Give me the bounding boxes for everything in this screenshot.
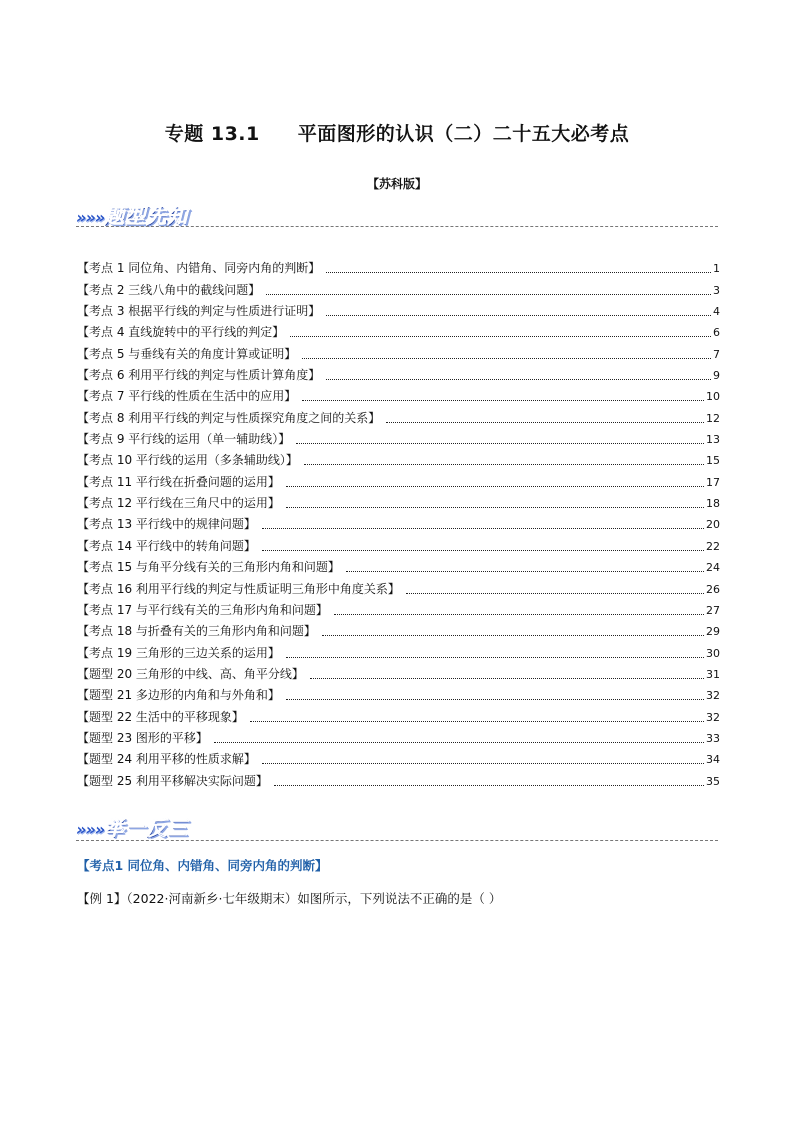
toc-page-number: 3 <box>713 283 720 297</box>
toc-page-number: 31 <box>706 667 720 681</box>
toc-leader <box>286 657 704 658</box>
toc-entry-label: 【考点 14 平行线中的转角问题】 <box>77 538 256 553</box>
banner-title: 题型先知 <box>104 204 189 228</box>
toc-entry-label: 【考点 3 根据平行线的判定与性质进行证明】 <box>77 304 321 319</box>
toc-entry-label: 【考点 18 与折叠有关的三角形内角和问题】 <box>77 624 316 639</box>
toc-page-number: 4 <box>713 305 720 319</box>
toc-entry-label: 【题型 22 生活中的平移现象】 <box>77 709 244 724</box>
toc-entry[interactable] <box>77 535 720 556</box>
edition-label: 【苏科版】 <box>366 177 427 191</box>
page-title <box>0 119 794 146</box>
toc-page-number: 26 <box>706 582 720 596</box>
toc-leader <box>296 443 704 444</box>
toc-page-number: 10 <box>706 390 720 404</box>
toc-leader <box>266 294 711 295</box>
toc-entry[interactable] <box>77 386 720 407</box>
toc-page-number: 27 <box>706 603 720 617</box>
toc-leader <box>274 785 704 786</box>
toc-leader <box>290 336 711 337</box>
toc-leader <box>326 315 711 316</box>
toc-page-number: 22 <box>706 539 720 553</box>
toc-entry-label: 【考点 8 利用平行线的判定与性质探究角度之间的关系】 <box>77 410 381 425</box>
toc-leader <box>302 358 711 359</box>
toc-entry[interactable] <box>77 514 720 535</box>
toc-entry[interactable] <box>77 749 720 770</box>
toc-leader <box>326 272 711 273</box>
toc-page-number: 32 <box>706 689 720 703</box>
toc-entry-label: 【考点 13 平行线中的规律问题】 <box>77 517 256 532</box>
toc-leader <box>386 422 704 423</box>
toc-entry-label: 【考点 15 与角平分线有关的三角形内角和问题】 <box>77 560 340 575</box>
toc-entry-label: 【考点 5 与垂线有关的角度计算或证明】 <box>77 346 297 361</box>
toc-entry[interactable] <box>77 429 720 450</box>
toc-leader <box>262 528 704 529</box>
toc-entry[interactable] <box>77 471 720 492</box>
toc-page-number: 1 <box>713 262 720 276</box>
toc-page-number: 24 <box>706 561 720 575</box>
toc-entry[interactable] <box>77 728 720 749</box>
toc-entry-label: 【题型 25 利用平移解决实际问题】 <box>77 773 268 788</box>
toc-entry[interactable] <box>77 258 720 279</box>
toc-leader <box>250 721 704 722</box>
toc-leader <box>286 699 704 700</box>
toc-page-number: 32 <box>706 710 720 724</box>
title-text: 平面图形的认识（二）二十五大必考点 <box>297 123 630 145</box>
toc-entry-label: 【考点 1 同位角、内错角、同旁内角的判断】 <box>77 261 321 276</box>
toc-leader <box>286 507 704 508</box>
toc-entry[interactable] <box>77 365 720 386</box>
toc-leader <box>214 742 704 743</box>
toc-leader <box>302 400 704 401</box>
toc-page-number: 20 <box>706 518 720 532</box>
toc-entry-label: 【考点 2 三线八角中的截线问题】 <box>77 282 261 297</box>
toc-leader <box>326 379 711 380</box>
toc-entry[interactable] <box>77 578 720 599</box>
toc-page-number: 13 <box>706 433 720 447</box>
toc-page-number: 7 <box>713 347 720 361</box>
toc-entry-label: 【题型 23 图形的平移】 <box>77 730 208 745</box>
toc-entry[interactable] <box>77 343 720 364</box>
banner-title: 举一反三 <box>104 816 189 840</box>
toc-entry[interactable] <box>77 279 720 300</box>
toc-page-number: 35 <box>706 774 720 788</box>
toc-entry-label: 【考点 7 平行线的性质在生活中的应用】 <box>77 389 297 404</box>
toc-leader <box>322 635 704 636</box>
toc-leader <box>334 614 704 615</box>
toc-entry[interactable] <box>77 770 720 791</box>
toc-entry-label: 【考点 16 利用平行线的判定与性质证明三角形中角度关系】 <box>77 581 400 596</box>
toc-leader <box>346 571 704 572</box>
toc-leader <box>304 464 704 465</box>
toc-entry[interactable] <box>77 322 720 343</box>
toc-leader <box>262 550 704 551</box>
toc-entry[interactable] <box>77 407 720 428</box>
toc-page-number: 9 <box>713 369 720 383</box>
toc-entry-label: 【考点 10 平行线的运用（多条辅助线）】 <box>77 453 298 468</box>
toc-leader <box>310 678 704 679</box>
toc-entry-label: 【题型 21 多边形的内角和与外角和】 <box>77 688 280 703</box>
toc-entry-label: 【考点 17 与平行线有关的三角形内角和问题】 <box>77 602 328 617</box>
toc-entry[interactable] <box>77 450 720 471</box>
toc-entry[interactable] <box>77 642 720 663</box>
example-question: 【例 1】（2022·河南新乡·七年级期末）如图所示，下列说法不正确的是（ ） <box>77 891 502 906</box>
table-of-contents <box>77 258 720 792</box>
toc-entry-label: 【考点 4 直线旋转中的平行线的判定】 <box>77 325 285 340</box>
toc-entry-label: 【题型 20 三角形的中线、高、角平分线】 <box>77 666 304 681</box>
divider <box>76 226 718 227</box>
section-heading: 【考点1 同位角、内错角、同旁内角的判断】 <box>77 858 328 873</box>
toc-entry-label: 【考点 11 平行线在折叠问题的运用】 <box>77 474 280 489</box>
toc-entry[interactable] <box>77 685 720 706</box>
toc-entry[interactable] <box>77 621 720 642</box>
toc-entry[interactable] <box>77 557 720 578</box>
banner-arrows-icon: »»» <box>76 820 105 839</box>
toc-page-number: 33 <box>706 731 720 745</box>
toc-page-number: 18 <box>706 497 720 511</box>
toc-entry[interactable] <box>77 600 720 621</box>
toc-page-number: 17 <box>706 475 720 489</box>
toc-page-number: 6 <box>713 326 720 340</box>
toc-entry[interactable] <box>77 301 720 322</box>
toc-entry-label: 【考点 12 平行线在三角尺中的运用】 <box>77 496 280 511</box>
toc-leader <box>406 593 704 594</box>
banner-practice <box>76 812 188 842</box>
toc-entry-label: 【考点 6 利用平行线的判定与性质计算角度】 <box>77 368 321 383</box>
toc-entry[interactable] <box>77 664 720 685</box>
toc-entry[interactable] <box>77 493 720 514</box>
toc-page-number: 30 <box>706 646 720 660</box>
title-number: 专题 13.1 <box>164 123 260 145</box>
toc-page-number: 29 <box>706 625 720 639</box>
toc-leader <box>286 486 704 487</box>
toc-entry-label: 【考点 19 三角形的三边关系的运用】 <box>77 645 280 660</box>
toc-page-number: 15 <box>706 454 720 468</box>
toc-entry[interactable] <box>77 706 720 727</box>
toc-leader <box>262 763 704 764</box>
toc-page-number: 34 <box>706 753 720 767</box>
banner-arrows-icon: »»» <box>76 208 105 227</box>
toc-entry-label: 【考点 9 平行线的运用（单一辅助线）】 <box>77 432 291 447</box>
toc-page-number: 12 <box>706 411 720 425</box>
divider <box>76 840 718 841</box>
toc-entry-label: 【题型 24 利用平移的性质求解】 <box>77 752 256 767</box>
